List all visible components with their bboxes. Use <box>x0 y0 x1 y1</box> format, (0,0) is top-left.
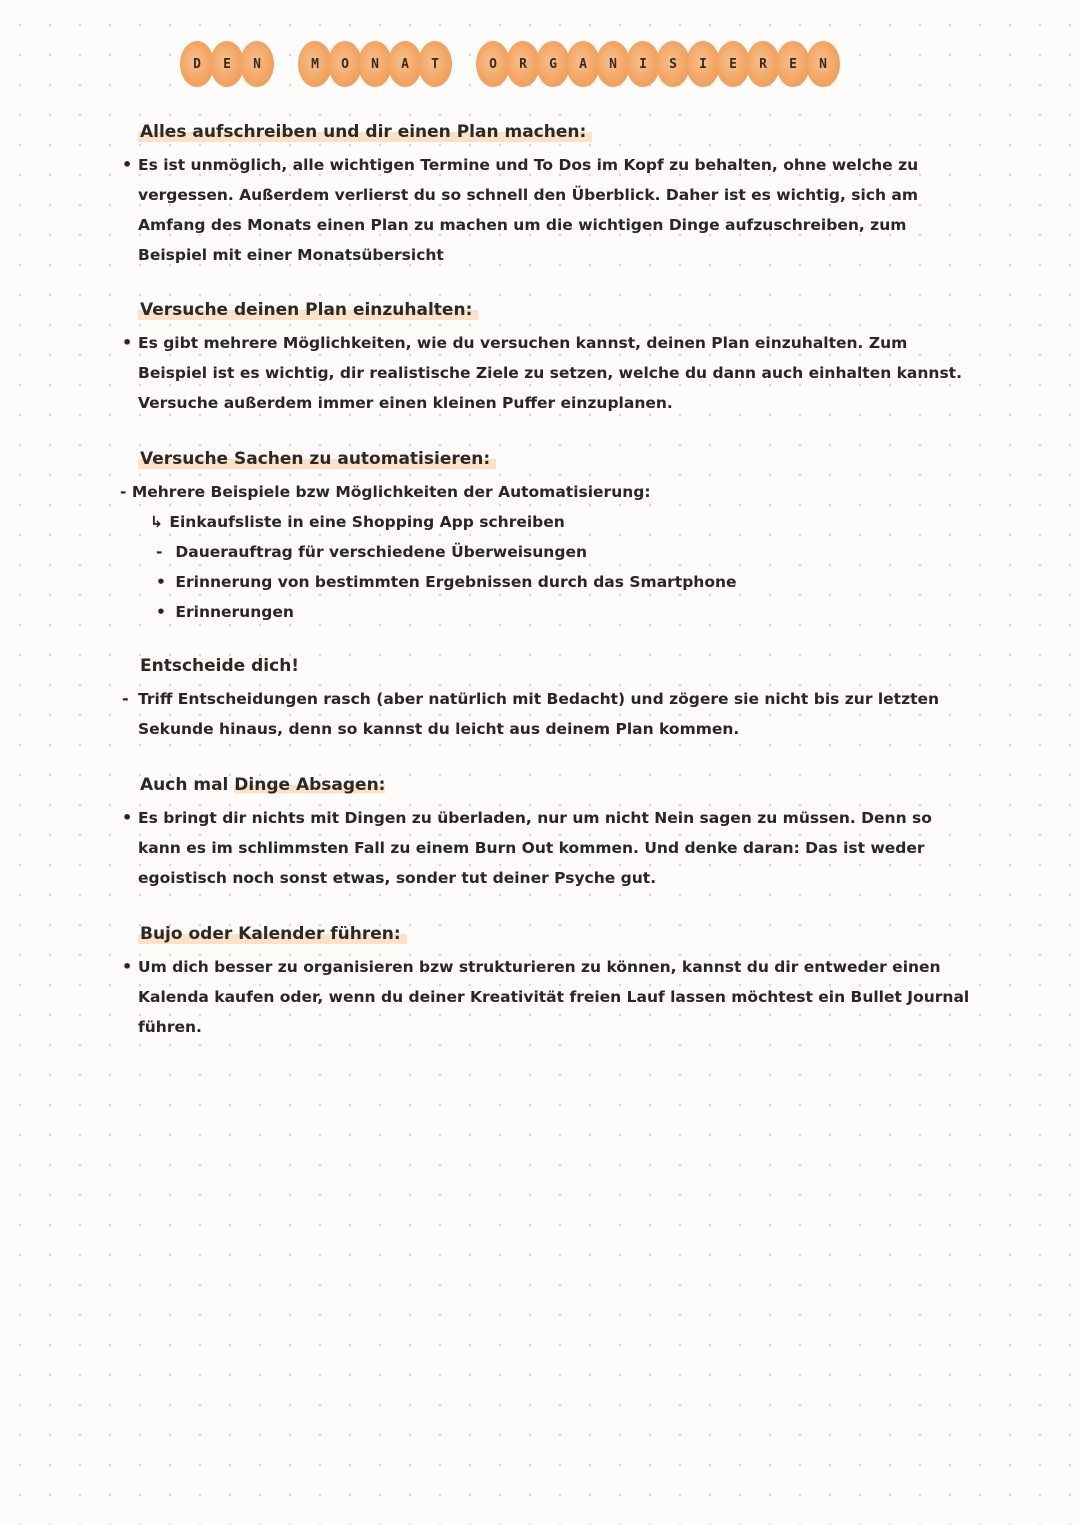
section-decide <box>120 654 980 744</box>
section-decline <box>120 773 980 893</box>
title-letter: D <box>180 41 214 87</box>
list-item <box>120 567 980 597</box>
title-letter: I <box>626 41 660 87</box>
list-item <box>120 507 980 537</box>
section-plan <box>120 120 980 270</box>
title-word-organisieren <box>476 41 836 87</box>
title-letter: E <box>210 41 244 87</box>
title-letter: R <box>506 41 540 87</box>
section-bujo <box>120 922 980 1042</box>
title-letter: R <box>746 41 780 87</box>
title-letter: E <box>776 41 810 87</box>
title-letter: N <box>596 41 630 87</box>
section-heading: Alles aufschreiben und dir einen Plan machen: <box>138 120 592 144</box>
heading-highlight: Dinge Absagen: <box>234 775 386 795</box>
title-letter: O <box>476 41 510 87</box>
section-heading <box>138 773 391 797</box>
section-heading: Versuche deinen Plan einzuhalten: <box>138 298 478 322</box>
paragraph-text: Es bringt dir nichts mit Dingen zu überladen, nur um nicht Nein sagen zu müssen. Denn so kann es im schlimmsten Fall zu einem Burn Out kommen. Und denke daran: Das ist weder egoistisch noch sonst etwas, sonder tut deiner Psyche gut. <box>138 809 932 887</box>
page-title <box>180 36 880 92</box>
arrow-return-icon: ↳ <box>150 513 163 531</box>
title-letter: O <box>328 41 362 87</box>
title-letter: A <box>566 41 600 87</box>
paragraph-text: Triff Entscheidungen rasch (aber natürlich mit Bedacht) und zögere sie nicht bis zur letzten Sekunde hinaus, denn so kannst du leicht aus deinem Plan kommen. <box>138 690 940 738</box>
title-word-den <box>180 41 270 87</box>
section-paragraph <box>120 150 980 270</box>
list-item-text: Dauerauftrag für verschiedene Überweisungen <box>175 543 587 561</box>
section-keep-plan <box>120 298 980 418</box>
list-item <box>120 597 980 627</box>
paragraph-text: Um dich besser zu organisieren bzw strukturieren zu können, kannst du dir entweder einen Kalenda kaufen oder, wenn du deiner Kreativität freien Lauf lassen möchtest ein Bullet Journal führen. <box>138 958 970 1036</box>
title-letter: S <box>656 41 690 87</box>
bullet-icon: • <box>156 573 166 591</box>
bullet-icon: • <box>122 333 133 352</box>
title-letter: N <box>240 41 274 87</box>
bullet-icon: • <box>156 603 166 621</box>
section-heading: Versuche Sachen zu automatisieren: <box>138 447 496 471</box>
title-letter: I <box>686 41 720 87</box>
list-item-text: Erinnerung von bestimmten Ergebnissen durch das Smartphone <box>175 573 737 591</box>
title-letter: E <box>716 41 750 87</box>
title-letter: T <box>418 41 452 87</box>
heading-text: Auch mal <box>140 775 235 795</box>
title-letter: G <box>536 41 570 87</box>
title-word-monat <box>298 41 448 87</box>
dash-icon: - <box>156 543 163 561</box>
bullet-icon: • <box>122 155 133 174</box>
section-paragraph <box>120 952 980 1042</box>
paragraph-text: Es gibt mehrere Möglichkeiten, wie du versuchen kannst, deinen Plan einzuhalten. Zum Beispiel ist es wichtig, dir realistische Ziele zu setzen, welche du dann auch einhalten kannst. Versuche außerdem immer einen kleinen Puffer einzuplanen. <box>138 334 962 412</box>
dash-icon: - <box>122 689 129 708</box>
title-letter: A <box>388 41 422 87</box>
section-automate <box>120 447 980 627</box>
bullet-icon: • <box>122 957 133 976</box>
title-letter: M <box>298 41 332 87</box>
section-heading: Entscheide dich! <box>140 656 300 676</box>
list-item <box>120 537 980 567</box>
title-letter: N <box>806 41 840 87</box>
section-paragraph <box>120 803 980 893</box>
section-paragraph <box>120 684 980 744</box>
list-intro: - Mehrere Beispiele bzw Möglichkeiten der Automatisierung: <box>120 483 651 501</box>
bullet-icon: • <box>122 808 133 827</box>
section-paragraph <box>120 328 980 418</box>
section-heading: Bujo oder Kalender führen: <box>138 922 407 946</box>
list-item-text: Erinnerungen <box>175 603 294 621</box>
paragraph-text: Es ist unmöglich, alle wichtigen Termine und To Dos im Kopf zu behalten, ohne welche zu vergessen. Außerdem verlierst du so schnell den Überblick. Daher ist es wichtig, sich am Amfang des Monats einen Plan zu machen um die wichtigen Dinge aufzuschreiben, zum Beispiel mit einer Monatsübersicht <box>138 156 919 264</box>
title-letter: N <box>358 41 392 87</box>
list-item-text: Einkaufsliste in eine Shopping App schreiben <box>169 513 565 531</box>
